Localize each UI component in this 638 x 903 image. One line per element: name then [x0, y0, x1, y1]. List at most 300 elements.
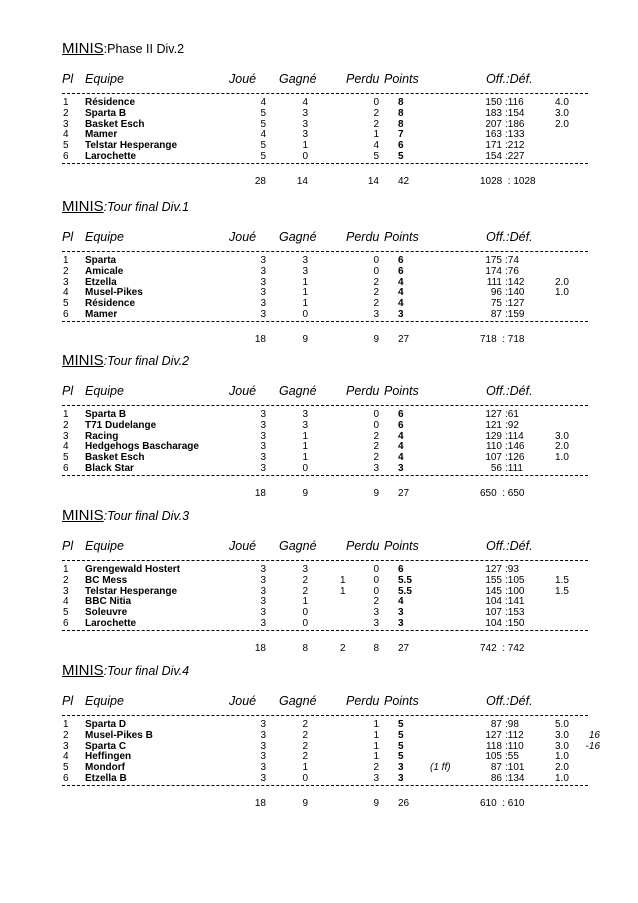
cell-perdu: 0	[373, 265, 379, 277]
total-joue: 18	[254, 643, 266, 654]
cell-team: Résidence	[85, 97, 136, 108]
cell-def: :133	[505, 129, 525, 141]
cell-pl: 3	[63, 276, 69, 288]
total-gagne: 8	[302, 643, 308, 654]
cell-points: 6	[398, 409, 404, 420]
header-points: Points	[384, 539, 419, 553]
cell-off: 127	[485, 729, 502, 741]
cell-team: Musel-Pikes	[85, 287, 143, 299]
cell-gagne: 2	[302, 574, 308, 586]
cell-diff: 3.0	[555, 740, 569, 752]
cell-pl: 1	[63, 409, 69, 420]
table-row	[0, 596, 638, 607]
cell-pl: 2	[63, 107, 69, 119]
cell-gagne: 1	[302, 140, 308, 152]
header-pl: Pl	[62, 230, 74, 244]
cell-off: 150	[485, 97, 502, 108]
cell-points: 3	[398, 463, 404, 474]
total-points: 26	[398, 798, 410, 809]
table-row	[0, 420, 638, 431]
total-joue: 18	[254, 798, 266, 809]
cell-points: 3	[398, 773, 404, 784]
cell-off: 111	[486, 276, 502, 288]
cell-joue: 3	[260, 618, 266, 629]
header-equipe: Equipe	[85, 72, 124, 86]
cell-off: 118	[486, 740, 502, 752]
cell-gagne: 2	[302, 751, 308, 763]
cell-points: 4	[398, 276, 404, 288]
cell-joue: 3	[260, 751, 266, 763]
cell-off: 121	[485, 419, 502, 431]
cell-off: 171	[485, 140, 502, 152]
cell-team: Amicale	[85, 265, 124, 277]
cell-perdu: 3	[373, 607, 379, 619]
cell-extra: -16	[585, 740, 600, 752]
header-equipe: Equipe	[85, 230, 124, 244]
cell-def: :153	[505, 607, 525, 619]
section-heading: MINIS	[62, 662, 104, 679]
cell-team: Mamer	[85, 309, 118, 320]
header-joue: Joué	[229, 72, 257, 86]
section-subtitle: :Tour final Div.1	[103, 200, 190, 214]
header-offdef: Off.:Déf.	[486, 72, 533, 86]
cell-joue: 3	[260, 276, 266, 288]
cell-pl: 5	[63, 298, 69, 310]
cell-team: Telstar Hesperange	[85, 585, 178, 597]
cell-team: Mondorf	[85, 762, 125, 774]
cell-joue: 5	[260, 151, 266, 162]
cell-points: 5	[398, 719, 404, 730]
table-row	[0, 119, 638, 130]
table-row	[0, 618, 638, 629]
cell-points: 5	[398, 151, 404, 162]
cell-diff: 3.0	[555, 430, 569, 442]
divider-bottom	[62, 785, 588, 786]
cell-def: :55	[505, 751, 519, 763]
cell-perdu: 2	[373, 762, 379, 774]
header-points: Points	[384, 694, 419, 708]
cell-gagne: 2	[302, 729, 308, 741]
total-nul: 2	[340, 643, 346, 654]
cell-joue: 4	[260, 129, 266, 141]
cell-def: :100	[505, 585, 525, 597]
header-points: Points	[384, 72, 419, 86]
cell-perdu: 3	[373, 463, 379, 474]
cell-team: Etzella	[85, 276, 117, 288]
cell-def: :154	[505, 107, 525, 119]
total-points: 27	[398, 488, 410, 499]
cell-pl: 2	[63, 574, 69, 586]
table-row	[0, 266, 638, 277]
cell-perdu: 5	[373, 151, 379, 162]
header-points: Points	[384, 384, 419, 398]
section-heading: MINIS	[62, 40, 104, 57]
cell-off: 183	[485, 107, 502, 119]
table-row	[0, 287, 638, 298]
total-perdu: 9	[373, 798, 379, 809]
header-perdu: Perdu	[346, 539, 380, 553]
cell-perdu: 2	[373, 452, 379, 464]
table-row	[0, 431, 638, 442]
cell-team: Hedgehogs Bascharage	[85, 441, 199, 453]
cell-gagne: 0	[302, 773, 308, 784]
header-joue: Joué	[229, 539, 257, 553]
header-joue: Joué	[229, 384, 257, 398]
cell-joue: 3	[260, 265, 266, 277]
divider-bottom	[62, 630, 588, 631]
divider-top	[62, 715, 588, 716]
cell-perdu: 1	[373, 719, 379, 730]
cell-points: 4	[398, 596, 404, 608]
section-title	[62, 198, 189, 216]
header-pl: Pl	[62, 384, 74, 398]
cell-gagne: 2	[302, 719, 308, 730]
section-heading: MINIS	[62, 507, 104, 524]
cell-pl: 2	[63, 729, 69, 741]
total-perdu: 8	[373, 643, 379, 654]
cell-gagne: 2	[302, 740, 308, 752]
header-equipe: Equipe	[85, 694, 124, 708]
cell-diff: 1.0	[555, 751, 569, 763]
cell-perdu: 1	[373, 751, 379, 763]
cell-diff: 1.5	[555, 585, 569, 597]
cell-team: Sparta B	[85, 107, 127, 119]
cell-diff: 1.0	[555, 773, 569, 784]
cell-points: 3	[398, 762, 404, 774]
cell-points: 6	[398, 564, 404, 575]
cell-off: 155	[485, 574, 502, 586]
cell-joue: 3	[260, 729, 266, 741]
section-heading: MINIS	[62, 352, 104, 369]
table-row	[0, 607, 638, 618]
section-heading: MINIS	[62, 198, 104, 215]
cell-off: 175	[485, 255, 502, 266]
cell-perdu: 1	[373, 129, 379, 141]
table-row	[0, 741, 638, 752]
cell-def: :134	[505, 773, 525, 784]
total-gagne: 9	[302, 488, 308, 499]
cell-team: Soleuvre	[85, 607, 128, 619]
cell-points: 8	[398, 97, 404, 108]
table-row	[0, 129, 638, 140]
cell-def: :186	[505, 118, 525, 130]
cell-off: 154	[485, 151, 502, 162]
cell-off: 207	[485, 118, 502, 130]
header-offdef: Off.:Déf.	[486, 384, 533, 398]
table-row	[0, 298, 638, 309]
cell-joue: 3	[260, 463, 266, 474]
cell-points: 5.5	[398, 574, 412, 586]
cell-off: 127	[485, 409, 502, 420]
cell-off: 104	[485, 618, 502, 629]
total-joue: 28	[254, 176, 266, 187]
cell-joue: 3	[260, 419, 266, 431]
header-pl: Pl	[62, 539, 74, 553]
cell-diff: 2.0	[555, 441, 569, 453]
cell-pl: 5	[63, 607, 69, 619]
cell-joue: 3	[260, 564, 266, 575]
cell-joue: 3	[260, 430, 266, 442]
cell-joue: 5	[260, 140, 266, 152]
cell-joue: 3	[260, 298, 266, 310]
table-row	[0, 564, 638, 575]
cell-diff: 3.0	[555, 729, 569, 741]
cell-team: BBC Nitia	[85, 596, 132, 608]
cell-gagne: 3	[302, 118, 308, 130]
cell-gagne: 0	[302, 463, 308, 474]
table-row	[0, 151, 638, 162]
cell-pl: 4	[63, 751, 69, 763]
cell-gagne: 3	[302, 419, 308, 431]
cell-gagne: 3	[302, 409, 308, 420]
cell-joue: 5	[260, 118, 266, 130]
cell-diff: 4.0	[555, 97, 569, 108]
cell-team: BC Mess	[85, 574, 128, 586]
cell-perdu: 3	[373, 618, 379, 629]
cell-gagne: 1	[302, 441, 308, 453]
table-row	[0, 452, 638, 463]
cell-pl: 6	[63, 463, 69, 474]
cell-points: 4	[398, 441, 404, 453]
section-subtitle: :Tour final Div.2	[103, 354, 190, 368]
cell-perdu: 2	[373, 298, 379, 310]
cell-pl: 2	[63, 419, 69, 431]
cell-pl: 1	[63, 719, 69, 730]
total-offdef: 742 : 742	[480, 643, 525, 654]
cell-off: 96	[490, 287, 502, 299]
table-row	[0, 441, 638, 452]
header-equipe: Equipe	[85, 539, 124, 553]
header-perdu: Perdu	[346, 72, 380, 86]
divider-bottom	[62, 163, 588, 164]
header-offdef: Off.:Déf.	[486, 694, 533, 708]
cell-off: 145	[485, 585, 502, 597]
standings-section	[0, 507, 638, 667]
cell-nul: 1	[340, 585, 346, 597]
header-gagne: Gagné	[279, 539, 317, 553]
cell-perdu: 1	[373, 729, 379, 741]
header-joue: Joué	[229, 694, 257, 708]
cell-pl: 6	[63, 773, 69, 784]
cell-joue: 3	[260, 409, 266, 420]
cell-joue: 3	[260, 719, 266, 730]
cell-diff: 1.0	[555, 452, 569, 464]
cell-perdu: 2	[373, 596, 379, 608]
cell-gagne: 4	[302, 97, 308, 108]
header-offdef: Off.:Déf.	[486, 539, 533, 553]
cell-points: 6	[398, 140, 404, 152]
total-points: 42	[398, 176, 410, 187]
cell-team: Sparta C	[85, 740, 127, 752]
cell-diff: 2.0	[555, 118, 569, 130]
cell-gagne: 3	[302, 564, 308, 575]
cell-diff: 1.0	[555, 287, 569, 299]
cell-pl: 3	[63, 430, 69, 442]
cell-team: Basket Esch	[85, 118, 145, 130]
total-gagne: 9	[302, 334, 308, 345]
total-perdu: 9	[373, 334, 379, 345]
cell-points: 4	[398, 452, 404, 464]
cell-off: 174	[485, 265, 502, 277]
cell-nul: 1	[340, 574, 346, 586]
cell-joue: 3	[260, 762, 266, 774]
cell-points: 3	[398, 618, 404, 629]
cell-pl: 4	[63, 129, 69, 141]
total-gagne: 14	[296, 176, 308, 187]
cell-joue: 3	[260, 255, 266, 266]
cell-def: :146	[505, 441, 525, 453]
cell-gagne: 0	[302, 618, 308, 629]
cell-perdu: 1	[373, 740, 379, 752]
cell-def: :127	[505, 298, 525, 310]
cell-def: :98	[505, 719, 519, 730]
cell-joue: 3	[260, 607, 266, 619]
cell-points: 3	[398, 607, 404, 619]
cell-gagne: 3	[302, 255, 308, 266]
header-equipe: Equipe	[85, 384, 124, 398]
cell-def: :212	[505, 140, 525, 152]
cell-team: Sparta B	[85, 409, 127, 420]
cell-off: 110	[486, 441, 502, 453]
cell-pl: 1	[63, 255, 69, 266]
standings-section	[0, 198, 638, 358]
cell-perdu: 0	[373, 409, 379, 420]
table-row	[0, 751, 638, 762]
cell-gagne: 1	[302, 276, 308, 288]
cell-joue: 3	[260, 740, 266, 752]
cell-def: :141	[505, 596, 525, 608]
cell-def: :110	[505, 740, 524, 752]
total-perdu: 14	[367, 176, 379, 187]
cell-team: Basket Esch	[85, 452, 145, 464]
cell-joue: 3	[260, 574, 266, 586]
cell-joue: 3	[260, 585, 266, 597]
cell-off: 105	[485, 751, 502, 763]
cell-points: 6	[398, 265, 404, 277]
cell-points: 5	[398, 729, 404, 741]
cell-def: :142	[505, 276, 525, 288]
cell-diff: 2.0	[555, 276, 569, 288]
cell-team: Sparta	[85, 255, 117, 266]
cell-pl: 3	[63, 585, 69, 597]
cell-points: 3	[398, 309, 404, 320]
cell-def: :105	[505, 574, 525, 586]
cell-gagne: 1	[302, 298, 308, 310]
cell-pl: 5	[63, 762, 69, 774]
cell-off: 87	[490, 719, 502, 730]
cell-def: :227	[505, 151, 525, 162]
total-offdef: 1028 : 1028	[480, 176, 536, 187]
standings-section	[0, 352, 638, 512]
cell-joue: 3	[260, 596, 266, 608]
header-gagne: Gagné	[279, 72, 317, 86]
cell-perdu: 0	[373, 255, 379, 266]
table-row	[0, 463, 638, 474]
divider-top	[62, 93, 588, 94]
divider-top	[62, 251, 588, 252]
cell-gagne: 0	[302, 151, 308, 162]
cell-pl: 6	[63, 618, 69, 629]
cell-points: 8	[398, 118, 404, 130]
header-pl: Pl	[62, 694, 74, 708]
cell-def: :112	[505, 729, 524, 741]
total-gagne: 9	[302, 798, 308, 809]
header-points: Points	[384, 230, 419, 244]
cell-perdu: 0	[373, 419, 379, 431]
cell-def: :116	[505, 97, 524, 108]
header-gagne: Gagné	[279, 384, 317, 398]
cell-def: :61	[505, 409, 519, 420]
table-row	[0, 586, 638, 597]
divider-top	[62, 560, 588, 561]
table-row	[0, 97, 638, 108]
header-perdu: Perdu	[346, 230, 380, 244]
cell-perdu: 2	[373, 276, 379, 288]
cell-team: Etzella B	[85, 773, 127, 784]
cell-perdu: 0	[373, 97, 379, 108]
cell-off: 75	[490, 298, 502, 310]
cell-pl: 1	[63, 564, 69, 575]
cell-off: 127	[485, 564, 502, 575]
cell-pl: 6	[63, 151, 69, 162]
total-offdef: 718 : 718	[480, 334, 525, 345]
cell-pl: 4	[63, 441, 69, 453]
cell-def: :111	[505, 463, 523, 474]
cell-joue: 3	[260, 773, 266, 784]
section-subtitle: :Phase II Div.2	[103, 42, 185, 56]
total-perdu: 9	[373, 488, 379, 499]
cell-diff: 3.0	[555, 107, 569, 119]
table-row	[0, 762, 638, 773]
section-subtitle: :Tour final Div.3	[103, 509, 190, 523]
total-joue: 18	[254, 334, 266, 345]
header-joue: Joué	[229, 230, 257, 244]
cell-joue: 3	[260, 441, 266, 453]
cell-gagne: 1	[302, 596, 308, 608]
cell-points: 5.5	[398, 585, 412, 597]
total-points: 27	[398, 643, 410, 654]
cell-pl: 6	[63, 309, 69, 320]
cell-extra: 16	[588, 729, 600, 741]
table-row	[0, 575, 638, 586]
standings-section	[0, 40, 638, 200]
cell-def: :74	[505, 255, 519, 266]
cell-note: (1 ff)	[430, 762, 451, 774]
table-row	[0, 773, 638, 784]
cell-team: Larochette	[85, 618, 137, 629]
cell-off: 87	[490, 762, 502, 774]
cell-off: 107	[485, 607, 502, 619]
divider-bottom	[62, 321, 588, 322]
cell-team: Telstar Hesperange	[85, 140, 178, 152]
cell-perdu: 4	[373, 140, 379, 152]
cell-perdu: 2	[373, 118, 379, 130]
table-row	[0, 108, 638, 119]
cell-points: 6	[398, 255, 404, 266]
cell-team: Résidence	[85, 298, 136, 310]
cell-team: Musel-Pikes B	[85, 729, 153, 741]
table-row	[0, 277, 638, 288]
cell-gagne: 3	[302, 265, 308, 277]
cell-perdu: 3	[373, 773, 379, 784]
cell-points: 5	[398, 751, 404, 763]
section-title	[62, 40, 184, 58]
cell-def: :93	[505, 564, 519, 575]
cell-points: 4	[398, 430, 404, 442]
table-row	[0, 255, 638, 266]
cell-diff: 1.5	[555, 574, 569, 586]
cell-def: :159	[505, 309, 525, 320]
